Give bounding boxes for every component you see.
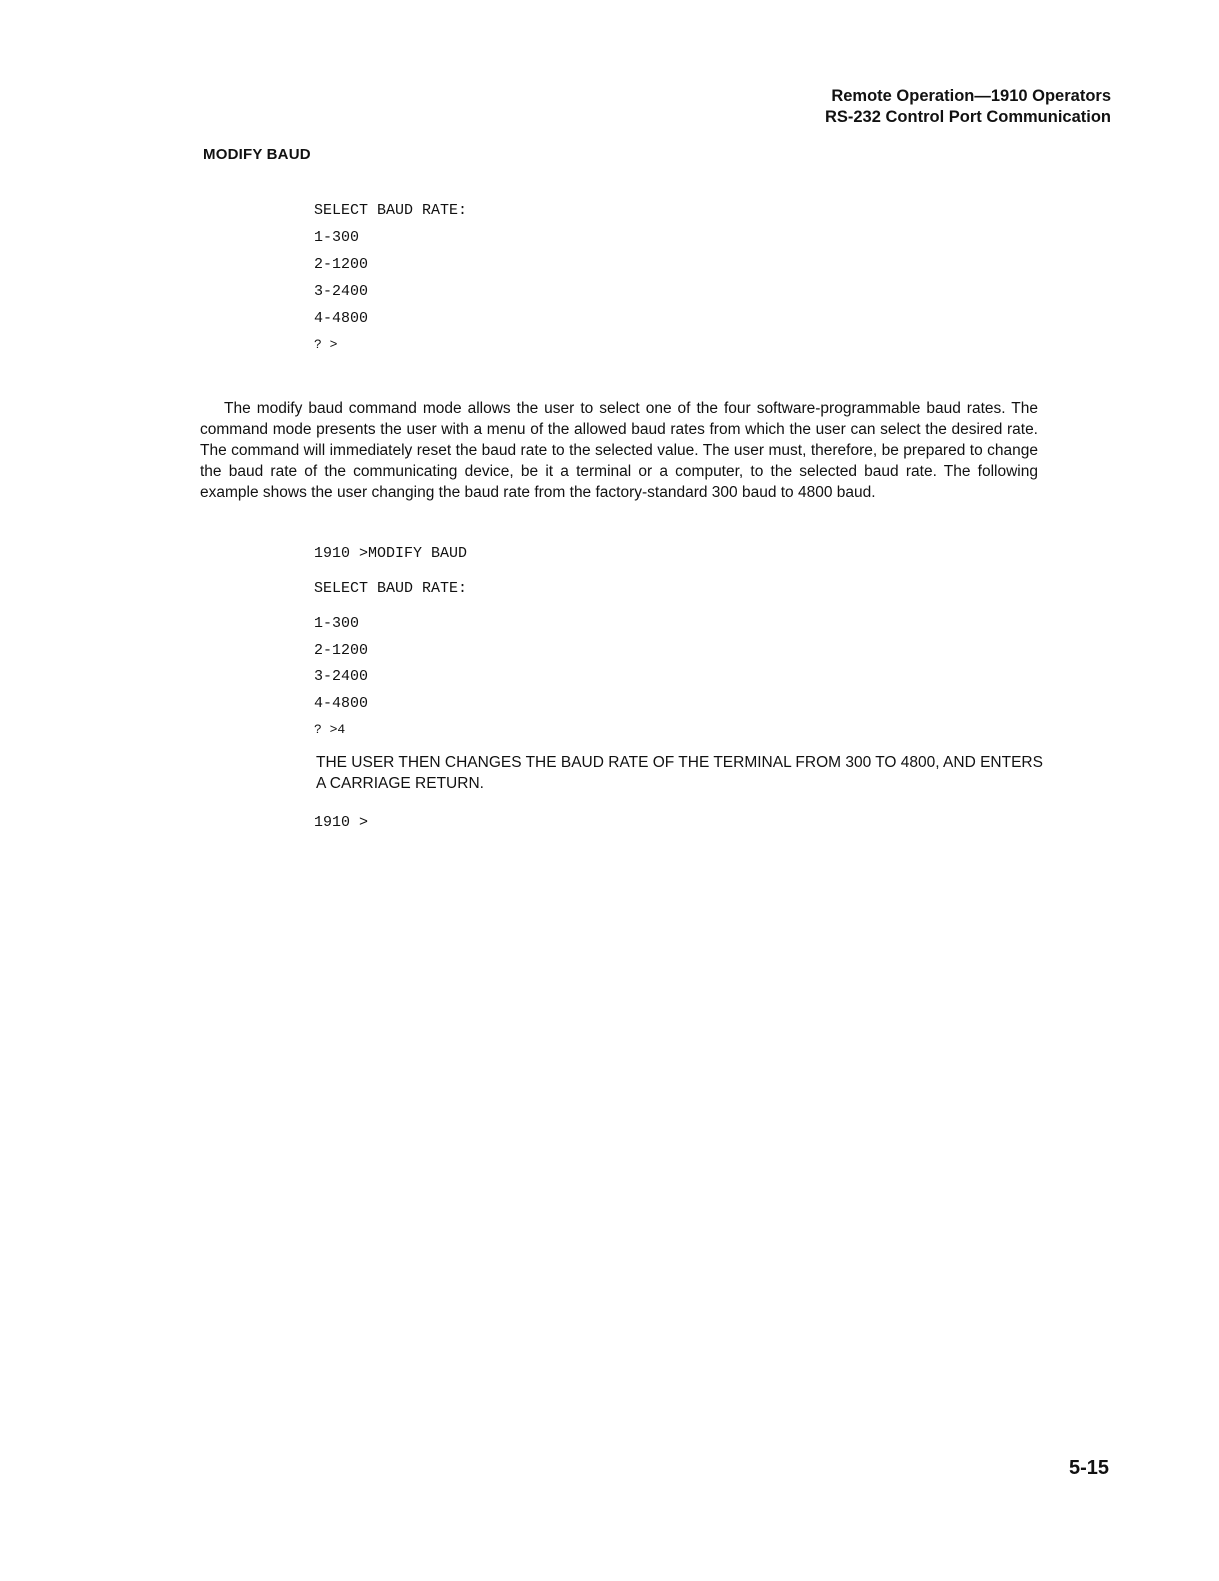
example-note: THE USER THEN CHANGES THE BAUD RATE OF THE TERMINAL FROM 300 TO 4800, AND ENTERS A CARRIAGE RETURN. <box>316 754 1043 792</box>
example-option: 2-1200 <box>314 642 369 659</box>
running-header <box>825 86 1111 128</box>
example-option: 1-300 <box>314 615 360 632</box>
example-prompt: ? >4 <box>314 722 346 737</box>
menu-option: 1-300 <box>314 229 360 246</box>
menu-title: SELECT BAUD RATE: <box>314 202 468 219</box>
menu-option: 4-4800 <box>314 310 369 327</box>
section-title: MODIFY BAUD <box>203 146 311 163</box>
header-line-2: RS-232 Control Port Communication <box>824 108 1111 126</box>
body-paragraph: The modify baud command mode allows the user to select one of the four software-programmable baud rates. The command mode presents the user with a menu of the allowed baud rates from which the user can select the desired rate. The command will immediately reset the baud rate to the selected value. The user must, therefore, be prepared to change the baud rate of the communicating device, be it a terminal or a computer, to the selected baud rate. The following example shows the user changing the baud rate from the factory-standard 300 baud to 4800 baud. <box>200 400 1038 501</box>
menu-prompt: ? > <box>314 337 338 352</box>
page-number: 5-15 <box>1068 1457 1109 1479</box>
menu-option: 2-1200 <box>314 256 369 273</box>
menu-option: 3-2400 <box>314 283 369 300</box>
example-option: 4-4800 <box>314 695 369 712</box>
example-final-prompt: 1910 > <box>314 814 369 831</box>
header-line-1: Remote Operation—1910 Operators <box>831 87 1111 105</box>
example-option: 3-2400 <box>314 668 369 685</box>
example-command: 1910 >MODIFY BAUD <box>314 545 468 562</box>
example-menu-title: SELECT BAUD RATE: <box>314 580 468 597</box>
